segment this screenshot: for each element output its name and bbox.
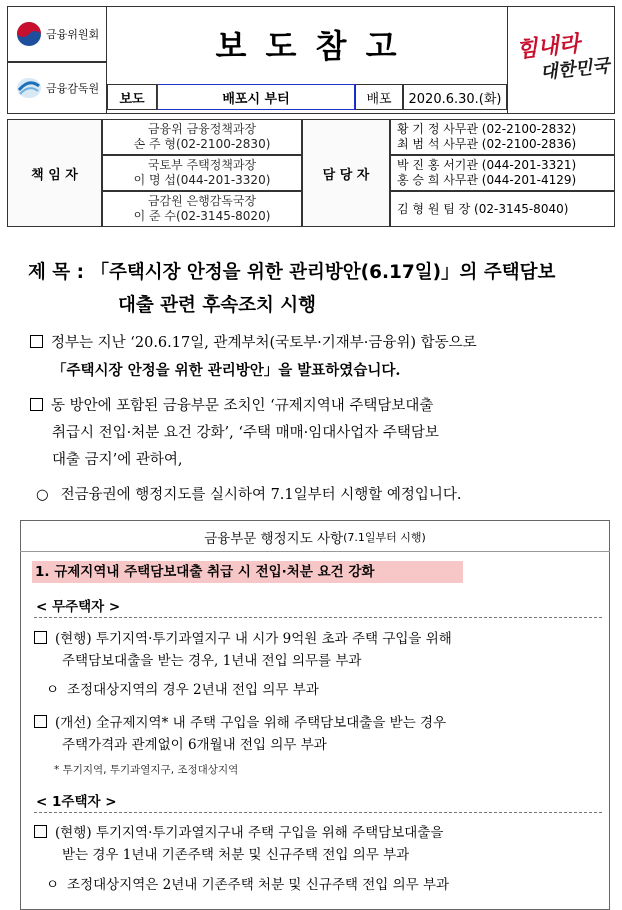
ring-bullet-icon: ㅇ [46, 877, 60, 893]
p2-line3: 대출 금지’에 관하여, [52, 452, 183, 468]
subject-line2: 대출 관련 후속조치 시행 [118, 295, 317, 316]
staff-label: 담 당 자 [302, 119, 390, 227]
nh-improve [34, 712, 609, 756]
circle-bullet-icon: ○ [36, 487, 49, 503]
subject-text-1: 「주택시장 안정을 위한 관리방안(6.17일)」의 주택담보 [90, 262, 556, 283]
bodo-value: 배포시 부터 [157, 84, 355, 110]
subheading-one-house-underline [34, 812, 602, 813]
oh-current [34, 822, 609, 866]
oh-current-line2: 받는 경우 1년내 기존주택 처분 및 신규주택 전입 의무 부과 [62, 847, 410, 863]
resp-cell-3 [102, 191, 302, 227]
staff-5: 김 형 원 팀 장 (02-3145-8040) [397, 201, 569, 216]
section-1-heading: 1. 규제지역내 주택담보대출 취급 시 전입·처분 요건 강화 [32, 561, 463, 583]
staff-cell-3 [390, 191, 615, 227]
fsc-logo-cell [7, 6, 107, 62]
subheading-no-house: < 무주택자 > [36, 599, 121, 615]
resp-cell-1 [102, 119, 302, 155]
square-bullet-icon [30, 398, 43, 411]
box-title [20, 524, 610, 550]
oh-adjust-text: 조정대상지역은 2년내 기존주택 처분 및 신규주택 전입 의무 부과 [67, 877, 450, 893]
oh-current-line1: (현행) 투기지역·투기과열지구내 주택 구입을 위해 주택담보대출을 [55, 825, 444, 841]
staff-cell-2 [390, 155, 615, 191]
fsc-emblem-icon [16, 21, 42, 47]
paragraph-3 [36, 482, 616, 509]
staff-4: 홍 승 희 사무관 (044-201-4129) [397, 173, 577, 187]
nh-adjust [46, 679, 319, 701]
oh-adjust [46, 874, 449, 896]
date-value: 2020.6.30.(화) [403, 84, 507, 110]
square-bullet-icon [34, 825, 47, 838]
resp-dept-1: 금융위 금융정책과장 [147, 122, 257, 136]
staff-3: 박 진 홍 서기관 (044-201-3321) [397, 158, 577, 172]
nh-current-line1: (현행) 투기지역·투기과열지구 내 시가 9억원 초과 주택 구입을 위해 [55, 631, 452, 647]
nh-current-line2: 주택담보대출을 받는 경우, 1년내 전입 의무를 부과 [62, 653, 362, 669]
ring-bullet-icon: ㅇ [46, 682, 60, 698]
resp-person-1: 손 주 형(02-2100-2830) [133, 137, 271, 151]
nh-improve-line2: 주택가격과 관계없이 6개월내 전입 의무 부과 [62, 737, 327, 753]
page-title: 보 도 참 고 [215, 27, 401, 65]
slogan-line1: 힘내라 [514, 30, 582, 64]
nh-current [34, 628, 609, 672]
resp-cell-2 [102, 155, 302, 191]
staff-2: 최 범 석 사무관 (02-2100-2836) [397, 137, 577, 151]
staff-1: 황 기 정 사무관 (02-2100-2832) [397, 122, 577, 136]
resp-dept-2: 국토부 주택정책과장 [147, 158, 257, 172]
staff-cell-1 [390, 119, 615, 155]
p3-text: 전금융권에 행정지도를 실시하여 7.1일부터 시행할 예정입니다. [60, 487, 462, 503]
resp-label: 책 임 자 [7, 119, 102, 227]
square-bullet-icon [34, 631, 47, 644]
box-title-underline [20, 551, 610, 552]
nh-adjust-text: 조정대상지역의 경우 2년내 전입 의무 부과 [67, 682, 319, 698]
paragraph-2 [30, 393, 610, 474]
subheading-one-house: < 1주택자 > [36, 794, 117, 810]
paragraph-1 [30, 330, 610, 384]
p1-line2: 「주택시장 안정을 위한 관리방안」을 발표하였습니다. [52, 362, 401, 379]
org-fss-name: 금융감독원 [46, 82, 100, 95]
resp-person-2: 이 명 섭(044-201-3320) [133, 173, 271, 187]
baepo-label: 배포 [355, 84, 403, 110]
fss-logo-icon [16, 76, 42, 100]
p2-line2: 취급시 전입·처분 요건 강화’, ‘주택 매매·임대사업자 주택담보 [52, 425, 439, 441]
org-fsc-name: 금융위원회 [46, 28, 100, 41]
square-bullet-icon [30, 335, 43, 348]
subheading-no-house-underline [34, 617, 602, 618]
resp-dept-3: 금감원 은행감독국장 [147, 194, 257, 208]
resp-person-3: 이 준 수(02-3145-8020) [133, 209, 271, 223]
nh-improve-line1: (개선) 全규제지역* 내 주택 구입을 위해 주택담보대출을 받는 경우 [55, 715, 447, 731]
bodo-label: 보도 [107, 84, 157, 110]
nh-footnote: * 투기지역, 투기과열지구, 조정대상지역 [54, 764, 239, 776]
fss-logo-cell [7, 62, 107, 114]
slogan-line2: 대한민국 [539, 55, 611, 84]
box-title-text: 금융부문 행정지도 사항 [204, 531, 344, 547]
subject-prefix: 제 목 : [28, 262, 85, 283]
box-title-note: (7.1일부터 시행) [343, 531, 426, 544]
p2-line1: 동 방안에 포함된 금융부문 조치인 ‘규제지역내 주택담보대출 [51, 398, 434, 414]
subject-line1 [28, 258, 555, 284]
p1-line1: 정부는 지난 ‘20.6.17일, 관계부처(국토부·기재부·금융위) 합동으로 [51, 335, 477, 351]
square-bullet-icon [34, 715, 47, 728]
